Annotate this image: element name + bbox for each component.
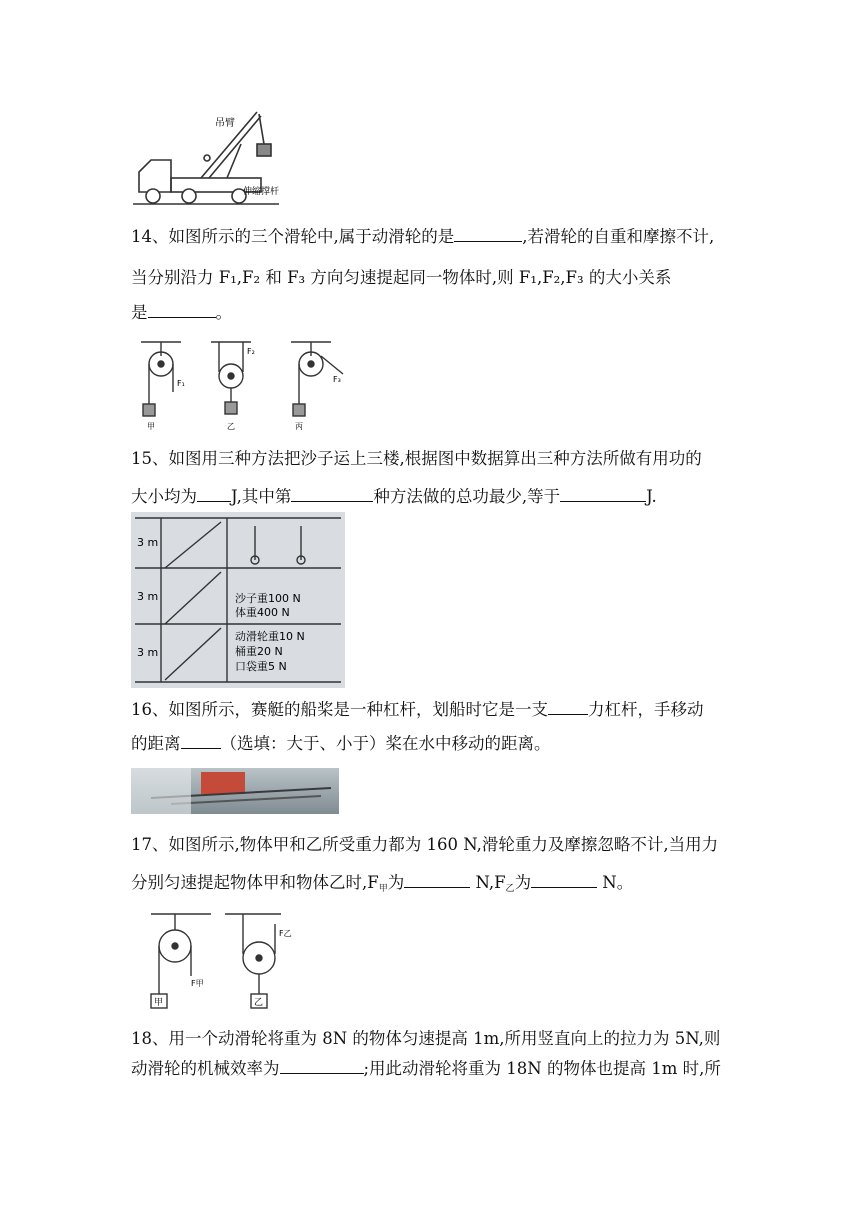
pulley-label-yi: 乙 (227, 422, 235, 431)
q16-blank-lever-type[interactable] (548, 697, 588, 715)
q17-line-2 (131, 870, 633, 901)
q14-line-3 (131, 300, 232, 325)
q15-text: J. (646, 487, 657, 506)
q17-text: 为 (514, 873, 532, 892)
two-pulleys-figure (131, 906, 301, 1010)
strut-label: 伸缩撑杆 (243, 187, 280, 197)
q15-blank-useful-work[interactable] (197, 484, 231, 502)
q16-line-1 (131, 697, 704, 722)
note-sand-weight: 沙子重100 N (235, 592, 301, 605)
q15-blank-method[interactable] (291, 484, 373, 502)
q17-text: N,F (470, 873, 506, 892)
q17-text: N。 (597, 873, 634, 892)
q15-blank-total-work[interactable] (560, 484, 646, 502)
q14-text: 是 (131, 303, 148, 322)
pulley-label-jia: 甲 (147, 422, 155, 431)
q18-text: ;用此动滑轮将重为 18N 的物体也提高 1m 时,所 (363, 1059, 721, 1078)
q16-text: 的距离 (131, 734, 181, 753)
q18-line-2 (131, 1056, 721, 1081)
pulley-label-bing: 丙 (295, 422, 303, 431)
q14-text: 14、如图所示的三个滑轮中,属于动滑轮的是 (131, 227, 455, 246)
force-f1-label: F₁ (177, 379, 185, 388)
q17-sub-jia: 甲 (378, 884, 388, 894)
height-floor-1: 3 m (137, 646, 159, 659)
force-f2-label: F₂ (247, 347, 255, 356)
q15-line-1: 15、如图用三种方法把沙子运上三楼,根据图中数据算出三种方法所做有用功的 (131, 449, 702, 468)
q16-text: 力杠杆，手移动 (588, 700, 704, 719)
rowing-boat-photo (131, 768, 339, 814)
force-f-jia-label: F甲 (191, 979, 204, 988)
q14-blank-movable[interactable] (454, 224, 522, 242)
q15-text: 大小均为 (131, 487, 197, 506)
box-label-yi: 乙 (254, 998, 264, 1008)
note-bag-weight: 口袋重5 N (235, 660, 287, 673)
note-bucket-weight: 桶重20 N (235, 645, 283, 658)
boom-label: 吊臂 (215, 118, 235, 129)
force-f-yi-label: F乙 (279, 929, 292, 938)
q16-line-2 (131, 731, 551, 756)
box-label-jia: 甲 (154, 998, 164, 1008)
q17-text: 为 (387, 873, 405, 892)
q14-line-1 (131, 224, 714, 249)
q18-text: 动滑轮的机械效率为 (131, 1059, 280, 1078)
q15-text: J,其中第 (231, 487, 292, 506)
q18-line-1: 18、用一个动滑轮将重为 8N 的物体匀速提高 1m,所用竖直向上的拉力为 5N,则 (131, 1029, 721, 1048)
q14-line-2: 当分别沿力 F₁,F₂ 和 F₃ 方向匀速提起同一物体时,则 F₁,F₂,F₃ 的大小关系 (131, 268, 672, 287)
q17-blank-f-jia[interactable] (404, 870, 470, 888)
q17-line-1: 17、如图所示,物体甲和乙所受重力都为 160 N,滑轮重力及摩擦忽略不计,当用力 (131, 835, 719, 854)
q16-text: 16、如图所示，赛艇的船桨是一种杠杆，划船时它是一支 (131, 700, 548, 719)
q16-text: （选填：大于、小于）桨在水中移动的距离。 (220, 734, 551, 753)
height-floor-3: 3 m (137, 536, 159, 549)
q17-blank-f-yi[interactable] (531, 870, 597, 888)
q15-line-2 (131, 484, 657, 509)
three-pulleys-figure (131, 336, 361, 432)
q15-text: 种方法做的总功最少,等于 (373, 487, 561, 506)
note-body-weight: 体重400 N (235, 606, 290, 619)
q18-blank-efficiency[interactable] (280, 1056, 364, 1074)
q14-text: ,若滑轮的自重和摩擦不计, (522, 227, 715, 246)
force-f3-label: F₃ (333, 375, 341, 384)
q14-text: 。 (215, 303, 232, 322)
q17-text: 分别匀速提起物体甲和物体乙时,F (131, 873, 379, 892)
q16-blank-distance[interactable] (181, 731, 221, 749)
three-methods-building-figure (131, 512, 345, 688)
height-floor-2: 3 m (137, 590, 159, 603)
q17-sub-yi: 乙 (505, 884, 515, 894)
crane-truck-figure (131, 100, 281, 214)
note-pulley-weight: 动滑轮重10 N (235, 630, 305, 643)
q14-blank-relation[interactable] (148, 300, 216, 318)
